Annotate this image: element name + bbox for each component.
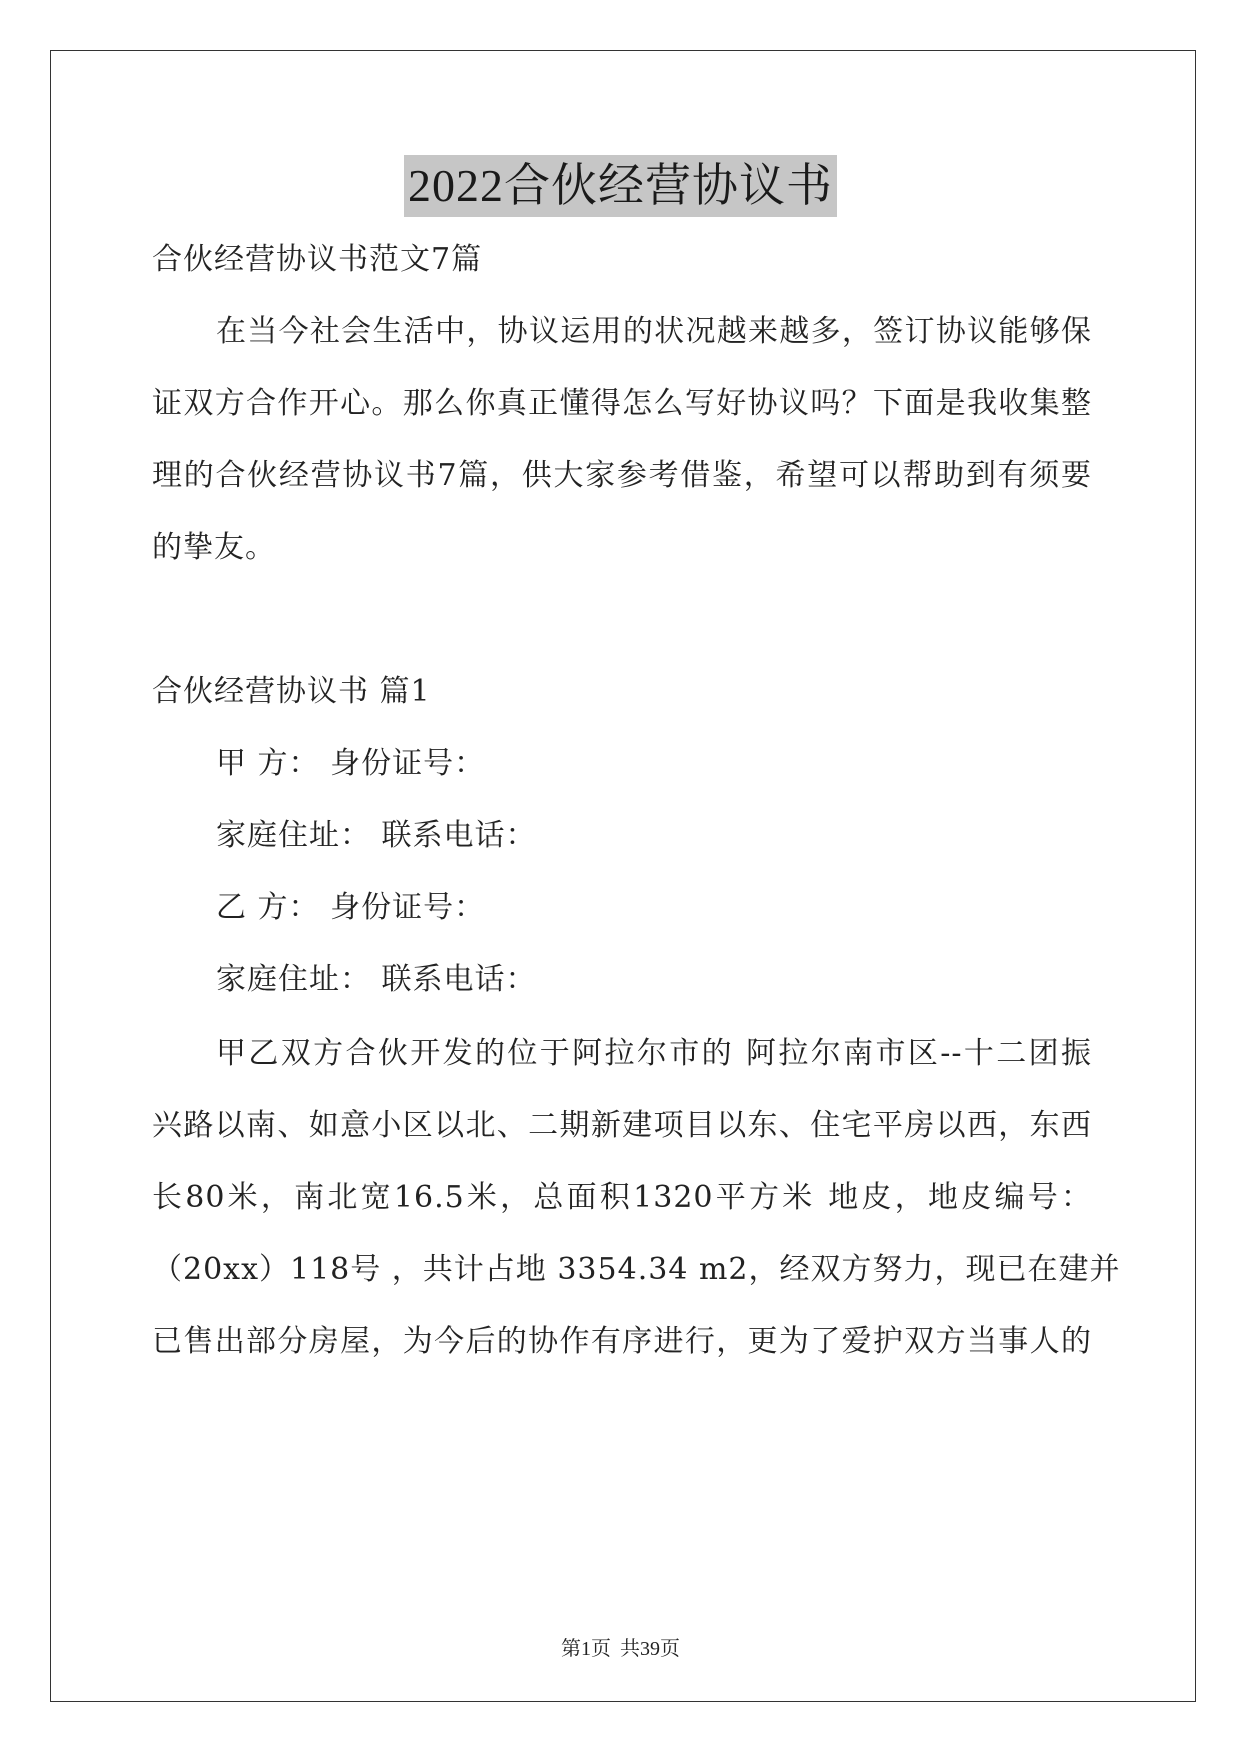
document-subtitle: 合伙经营协议书范文7篇 (152, 242, 483, 277)
party-b-address-line: 家庭住址： 联系电话： (216, 962, 537, 997)
party-b-line: 乙 方： 身份证号： (216, 890, 486, 925)
page-border (50, 50, 1196, 1702)
intro-line-1: 在当今社会生活中，协议运用的状况越来越多，签订协议能够保 (216, 314, 1092, 349)
body-line-2: 兴路以南、如意小区以北、二期新建项目以东、住宅平房以西，东西 (152, 1108, 1092, 1143)
title-wrap (0, 155, 1241, 217)
document-title: 2022合伙经营协议书 (404, 155, 837, 217)
intro-line-4: 的挚友。 (152, 530, 276, 565)
party-a-address-line: 家庭住址： 联系电话： (216, 818, 537, 853)
page-total: 共39页 (620, 1638, 680, 1660)
body-line-3: 长80米，南北宽16.5米，总面积1320平方米 地皮，地皮编号： (152, 1180, 1092, 1215)
intro-line-3: 理的合伙经营协议书7篇，供大家参考借鉴，希望可以帮助到有须要 (152, 458, 1092, 493)
page-footer (0, 1632, 1241, 1661)
intro-line-2: 证双方合作开心。那么你真正懂得怎么写好协议吗？下面是我收集整 (152, 386, 1092, 421)
page-number: 第1页 (561, 1638, 611, 1660)
body-line-5: 已售出部分房屋，为今后的协作有序进行，更为了爱护双方当事人的 (152, 1324, 1092, 1359)
body-line-4: （20xx）118号 ，共计占地 3354.34 m2，经双方努力，现已在建并 (152, 1252, 1121, 1287)
party-a-line: 甲 方： 身份证号： (216, 746, 486, 781)
body-line-1: 甲乙双方合伙开发的位于阿拉尔市的 阿拉尔南市区--十二团振 (216, 1036, 1092, 1071)
section-heading: 合伙经营协议书 篇1 (152, 674, 431, 709)
